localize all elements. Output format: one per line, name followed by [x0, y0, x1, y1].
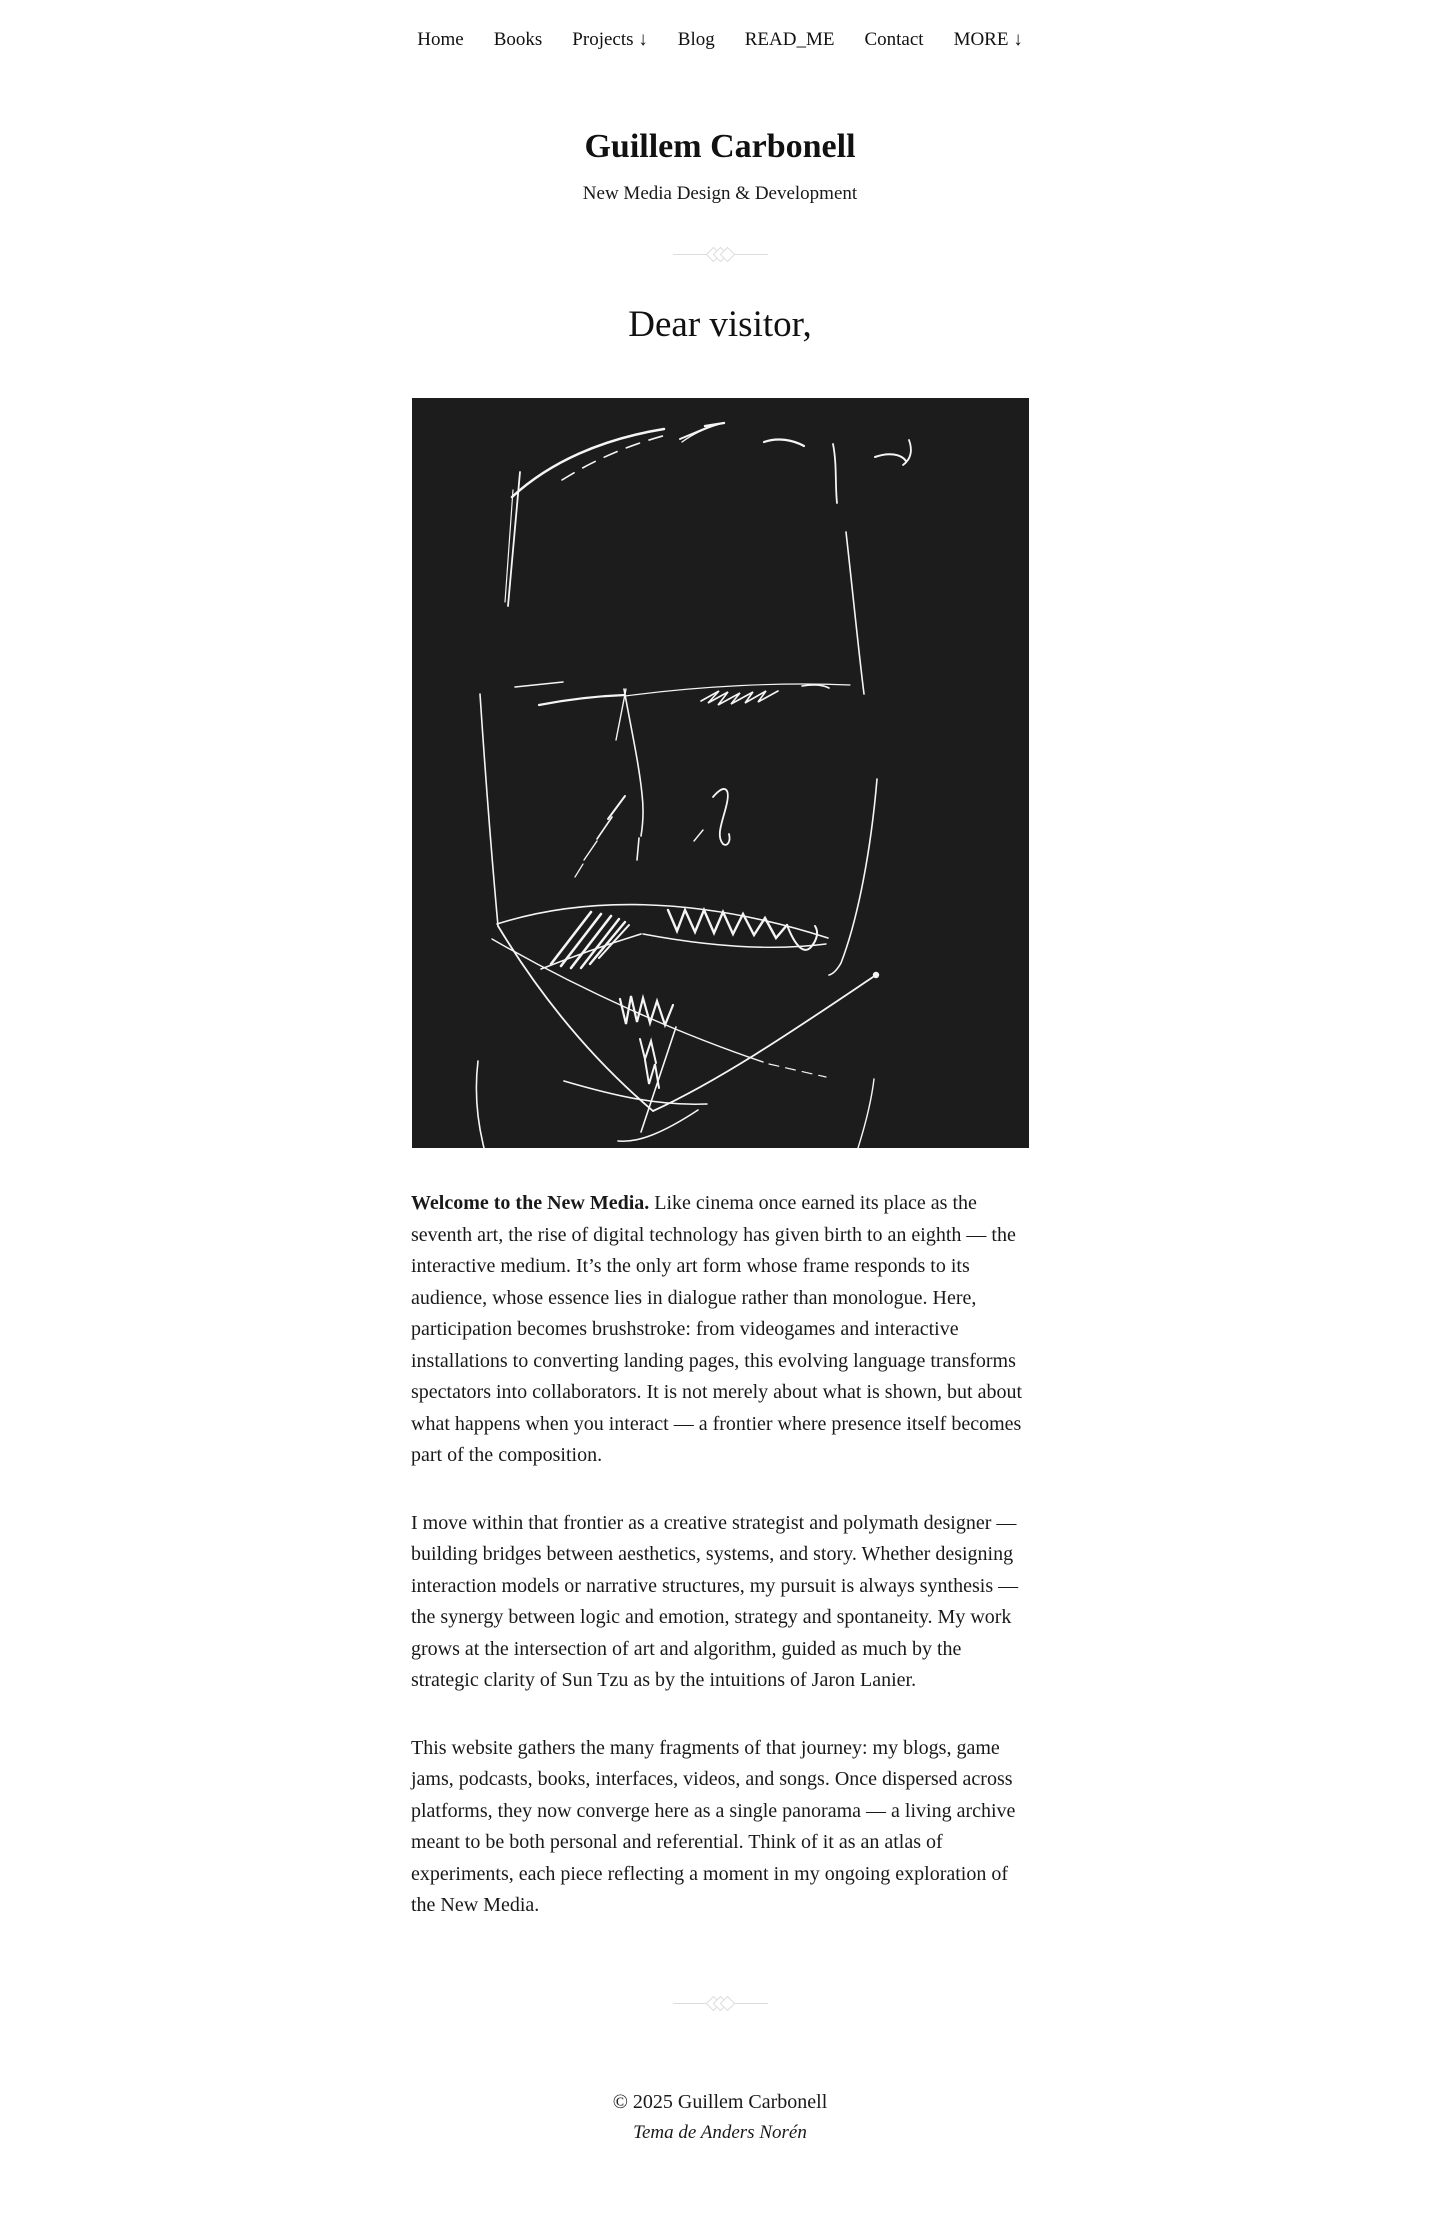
- site-title[interactable]: Guillem Carbonell: [584, 128, 856, 165]
- nav-item-books[interactable]: Books: [493, 29, 543, 50]
- post-article: [0, 303, 1440, 1922]
- lead-bold-text: Welcome to the New Media.: [411, 1192, 650, 1214]
- divider-line: [731, 2003, 768, 2004]
- post-title: Dear visitor,: [628, 304, 812, 345]
- face-sketch-image: [412, 398, 1029, 1148]
- nav-item-readme[interactable]: READ_ME: [744, 29, 835, 50]
- paragraph-3: This website gathers the many fragments of that journey: my blogs, game jams, podcasts, books, interfaces, videos, and songs. Once dispersed across platforms, they now converge here as a single panorama — a living archive meant to be both personal and referential. Think of it as an atlas of experiments, each piece reflecting a moment in my ongoing exploration of the New Media.: [411, 1736, 1016, 1916]
- ornament-divider-bottom: [655, 1996, 785, 2012]
- site-tagline: New Media Design & Development: [582, 183, 858, 204]
- divider-line: [673, 2003, 710, 2004]
- footer-copyright: © 2025 Guillem Carbonell: [612, 2090, 828, 2113]
- lead-rest-text: Like cinema once earned its place as the seventh art, the rise of digital technology has given birth to an eighth — the interactive medium. It’s the only art form whose frame responds to its audience, whose essence lies in dialogue rather than monologue. Here, participation becomes brushstroke: from videogames and interactive installations to converting landing pages, this evolving language transforms spectators into collaborators. It is not merely about what is shown, but about what happens when you interact — a frontier where presence itself becomes part of the composition.: [411, 1192, 1022, 1466]
- main-navigation: [0, 0, 1440, 53]
- nav-item-home[interactable]: Home: [417, 29, 464, 50]
- ornament-divider-top: [655, 246, 785, 262]
- nav-item-more[interactable]: MORE ↓: [953, 29, 1023, 50]
- nav-item-blog[interactable]: Blog: [677, 29, 715, 50]
- divider-line: [731, 254, 768, 255]
- face-sketch-drawing: [412, 398, 1029, 1148]
- divider-line: [673, 254, 710, 255]
- nav-list: [417, 27, 1022, 53]
- nav-item-projects[interactable]: Projects ↓: [572, 29, 648, 50]
- nav-item-contact[interactable]: Contact: [864, 29, 924, 50]
- paragraph-lead: [411, 1188, 1029, 1472]
- post-body: [411, 1188, 1029, 1922]
- site-header: [0, 126, 1440, 206]
- footer-theme-credit[interactable]: Tema de Anders Norén: [633, 2121, 807, 2143]
- paragraph-2: I move within that frontier as a creative strategist and polymath designer — building bridges between aesthetics, systems, and story. Whether designing interaction models or narrative structures, my pursuit is always synthesis — the synergy between logic and emotion, strategy and spontaneity. My work grows at the intersection of art and algorithm, guided as much by the strategic clarity of Sun Tzu as by the intuitions of Jaron Lanier.: [411, 1511, 1019, 1691]
- site-footer: [0, 2088, 1440, 2212]
